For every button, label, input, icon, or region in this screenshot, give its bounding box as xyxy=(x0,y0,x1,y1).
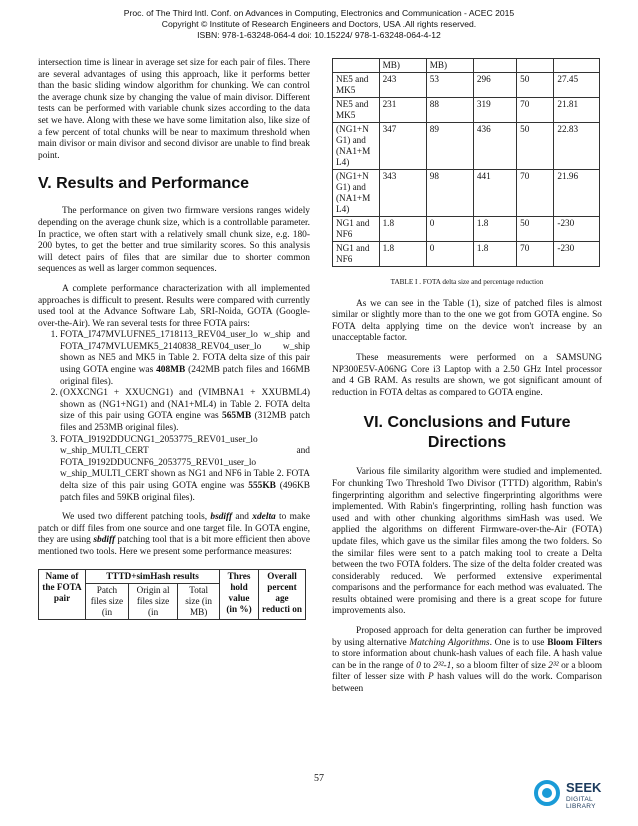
list-item: 2. (OXXCNG1 + XXUCNG1) and (VIMBNA1 + XXUBML4) shown as (NG1+NG1) and (NA1+ML4) in Table 2. FOTA delta size of this pair using GOTA engine was 565MB (312MB patch files and 253MB original files). xyxy=(60,388,310,434)
col-overall-header: Overall percent age reducti on xyxy=(259,569,306,619)
running-header xyxy=(0,8,638,41)
logo-subtitle: DIGITAL LIBRARY xyxy=(566,796,596,810)
table-cell: -230 xyxy=(554,242,600,267)
table-cell: 53 xyxy=(426,73,473,98)
intro-paragraph: intersection time is linear in average set size for each pair of files. There are several advantages of using this approach, like it performs better than the basic sliding window algorithm for chunking. We can control the average chunk size by changing the value of main divisor. Different tests can be performed with variable chunk sizes according to the data set we have. Along with these we have some limitation also, like size of a few percent of total chunks will be near to maximum threshold when main divisor or main divisor and second divisor are unable to find break point. xyxy=(38,58,310,161)
header-conference: Proc. of The Third Intl. Conf. on Advances in Computing, Electronics and Communication - ACEC 2015 xyxy=(123,8,515,18)
table-cell: -230 xyxy=(554,217,600,242)
table-row xyxy=(333,242,600,267)
table-cell: NE5 and MK5 xyxy=(333,73,380,98)
table-cell: NE5 and MK5 xyxy=(333,98,380,123)
results-table-header xyxy=(38,569,306,620)
table-cell: 343 xyxy=(379,170,426,217)
table-cell: 98 xyxy=(426,170,473,217)
table-cell: NG1 and NF6 xyxy=(333,242,380,267)
table-cell: 319 xyxy=(473,98,516,123)
header-isbn: ISBN: 978-1-63248-064-4 doi: 10.15224/ 978-1-63248-064-4-12 xyxy=(197,30,441,40)
right-column xyxy=(332,58,602,696)
table-cell: 231 xyxy=(379,98,426,123)
table-cell: 89 xyxy=(426,123,473,170)
results-table-body: MB) MB) NE5 and MK5 243 53 296 50 27.45 NE5 and MK5 231 88 319 70 21.81 (NG1+N G1) and (NA1+M L4) 347 89 436 50 22.83 (NG1+N G1) and (NA1+M L4) 343 98 441 70 21.96 NG1 and NF6 1.8 0 1.8 50 -230 NG1 and NF6 1.8 0 1.8 70 -230 xyxy=(332,58,600,267)
list-item: 1. FOTA_I747MVLUFNE5_1718113_REV04_user_lo w_ship and FOTA_I747MVLUEMK5_2140838_REV04_user_lo w_ship shown as NE5 and MK5 in Table 2. FOTA delta size of this pair using GOTA engine was 408MB (242MB patch files and 166MB original files). xyxy=(60,330,310,388)
table-row xyxy=(333,217,600,242)
section-6-title: VI. Conclusions and Future Directions xyxy=(363,414,571,452)
table-cell: 70 xyxy=(517,170,554,217)
future-work-paragraph: Proposed approach for delta generation can further be improved by using alternative Matching Algorithms. One is to use Bloom Filters to store information about chunk-hash values of each file. A hash value can be in the range of 0 to 2³²-1, so a bloom filter of size 2³² or a bloom filter of lesser size with P hash values will do the work. Comparison between xyxy=(332,626,602,695)
table-cell: 88 xyxy=(426,98,473,123)
page-number: 57 xyxy=(314,773,324,784)
table-row xyxy=(333,73,600,98)
table-cell: 436 xyxy=(473,123,516,170)
table-row xyxy=(333,98,600,123)
table-cell: 1.8 xyxy=(473,217,516,242)
col-name-header: Name of the FOTA pair xyxy=(39,569,86,619)
section-5-title: V. Results and Performance xyxy=(38,175,250,193)
fota-pair-list xyxy=(38,330,310,504)
logo-word: SEEK xyxy=(566,780,602,795)
table-row xyxy=(333,170,600,217)
analysis-paragraph: As we can see in the Table (1), size of patched files is almost similar or slightly more than to the one we got from GOTA engine. So FOTA delta applying time on the device won't increase by an unacceptable factor. xyxy=(332,298,602,344)
conclusions-paragraph: Various file similarity algorithm were studied and implemented. For chunking Two Threshold Two Divisor (TTTD) algorithm, Rabin's fingerprinting algorithm and selective fingerprinting algorithms were implemented. With Rabin's fingerprinting, rolling hash function was used and with other chunking algorithms simHash was used. We applied the algorithms on different Firmware-over-the-Air (FOTA) update files, which gave us the similar files among the two folders. So the similar files were sent to a patch making tool to create a Delta between the two FOTA folders. The size of the delta folder created was considerably reduced. We performed extensive experimental comparisons and the performance for each method was evaluated. The results obtained were promising and there is a great scope for future improvements also. xyxy=(332,467,602,617)
table-cell: (NG1+N G1) and (NA1+M L4) xyxy=(333,123,380,170)
table-cell: 347 xyxy=(379,123,426,170)
table-cell: 21.81 xyxy=(554,98,600,123)
col-patch-header: Patch files size (in xyxy=(86,583,129,619)
table-cell: NG1 and NF6 xyxy=(333,217,380,242)
table-cell: 50 xyxy=(517,123,554,170)
table-cell: 27.45 xyxy=(554,73,600,98)
table-cell: 70 xyxy=(517,98,554,123)
table-cell: 50 xyxy=(517,217,554,242)
header-copyright: Copyright © Institute of Research Engineers and Doctors, USA .All rights reserved. xyxy=(161,19,477,29)
measurement-paragraph: These measurements were performed on a SAMSUNG NP300E5V-A06NG Core i3 Laptop with a 2.50 GHz Intel processor and 4 GB RAM. As results are shown, we got significant amount of reduction in FOTA deltas as compared to GOTA engine. xyxy=(332,352,602,398)
table-cell: 296 xyxy=(473,73,516,98)
results-paragraph-1: The performance on given two firmware versions ranges widely depending on the average chunk size, which is a controllable parameter. In practice, we often start with a relatively small chunk size, e.g. 180-200 bytes, to get the better and true similarity scores. So this analysis will detect pairs of files that are similar due to shorter common sequences as well as larger common sequences. xyxy=(38,206,310,275)
col-total-header: Total size (in MB) xyxy=(178,583,220,619)
table-cell: 50 xyxy=(517,73,554,98)
seek-logo xyxy=(534,778,620,814)
table-cell: 441 xyxy=(473,170,516,217)
table-cell: 243 xyxy=(379,73,426,98)
table-cell: 22.83 xyxy=(554,123,600,170)
left-column xyxy=(38,58,310,620)
table-cell: 1.8 xyxy=(379,217,426,242)
table-cell: (NG1+N G1) and (NA1+M L4) xyxy=(333,170,380,217)
col-group-header: TTTD+simHash results xyxy=(86,569,220,583)
col-orig-header: Origin al files size (in xyxy=(128,583,177,619)
table-caption: TABLE I . FOTA delta size and percentage reduction xyxy=(390,278,544,286)
table-row xyxy=(333,123,600,170)
results-paragraph-2: A complete performance characterization with all implemented approaches is difficult to present. Results were compared with currently used tool at the Advance Software Lab, SRI-Noida, GOTA (Google-over-the-Air). We ran several tests for three FOTA pairs: xyxy=(38,283,310,329)
patching-tools-paragraph: We used two different patching tools, bsdiff and xdelta to make patch or diff files from one source and one target file. In GOTA engine, they are using sbdiff patching tool that is a bit more efficient then above mentioned two tools. Here we present some performance measures: xyxy=(38,512,310,557)
list-item: 3. FOTA_I9192DDUCNG1_2053775_REV01_user_lo w_ship_MULTI_CERT and FOTA_I9192DDUCNF6_2053775_REV01_user_lo w_ship_MULTI_CERT shown as NG1 and NF6 in Table 2. FOTA delta size of this pair using GOTA engine was 555KB (496KB patch files and 59KB original files). xyxy=(60,435,310,505)
col-threshold-header: Thres hold value (in %) xyxy=(220,569,259,619)
table-cell: 0 xyxy=(426,217,473,242)
table-cell: 1.8 xyxy=(473,242,516,267)
table-cell: 0 xyxy=(426,242,473,267)
table-cell: 70 xyxy=(517,242,554,267)
table-cell: 21.96 xyxy=(554,170,600,217)
table-cell: 1.8 xyxy=(379,242,426,267)
